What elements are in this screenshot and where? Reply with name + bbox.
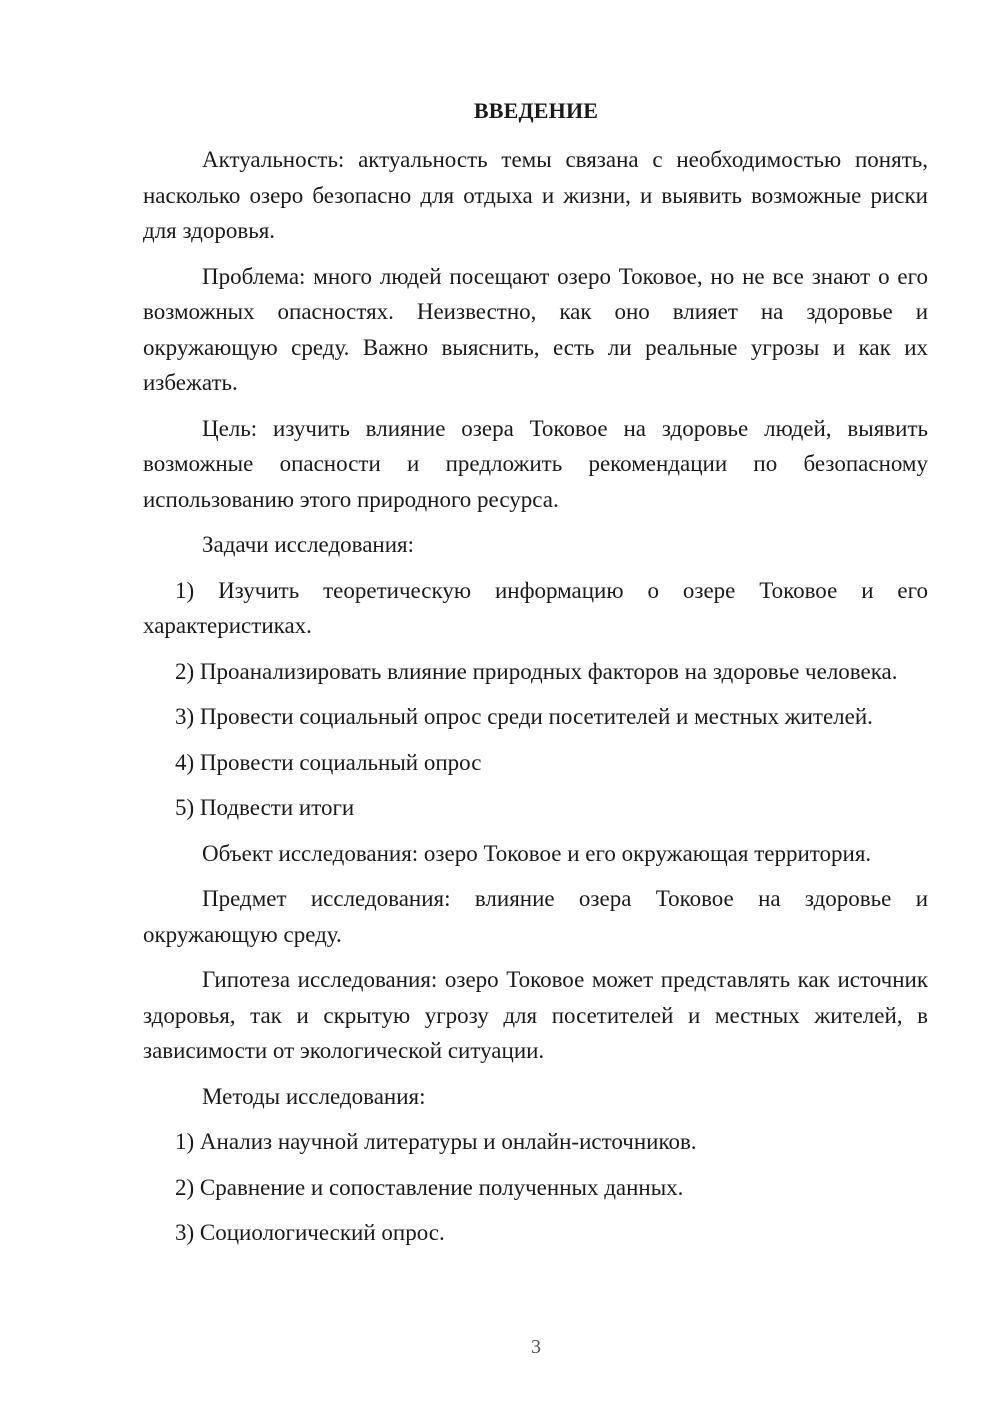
- paragraph-hypothesis: Гипотеза исследования: озеро Токовое может представлять как источник здоровья, так и скрытую угрозу для посетителей и местных жителей, в зависимости от экологической ситуации.: [143, 967, 928, 1063]
- page-heading: ВВЕДЕНИЕ: [473, 98, 599, 123]
- document-body: [143, 142, 928, 1261]
- paragraph-goal: Цель: изучить влияние озера Токовое на здоровье людей, выявить возможные опасности и предложить рекомендации по безопасному использованию этого природного ресурса.: [143, 415, 928, 512]
- task-item: 2) Проанализировать влияние природных факторов на здоровье человека.: [175, 658, 898, 684]
- method-item: 2) Сравнение и сопоставление полученных данных.: [175, 1174, 684, 1200]
- method-item: 3) Социологический опрос.: [175, 1220, 445, 1245]
- paragraph-subject: Предмет исследования: влияние озера Токовое на здоровье и окружающую среду.: [143, 886, 928, 947]
- task-item: 3) Провести социальный опрос среди посетителей и местных жителей.: [175, 704, 873, 729]
- tasks-title: Задачи исследования:: [202, 532, 415, 557]
- paragraph-problem: Проблема: много людей посещают озеро Токовое, но не все знают о его возможных опасностях. Неизвестно, как оно влияет на здоровье и окружающую среду. Важно выяснить, есть ли реальные угрозы и как их избежать.: [143, 263, 928, 395]
- page-number: 3: [531, 1336, 541, 1358]
- task-item: 5) Подвести итоги: [175, 795, 355, 820]
- methods-title: Методы исследования:: [202, 1083, 426, 1109]
- method-item: 1) Анализ научной литературы и онлайн-источников.: [175, 1129, 697, 1154]
- paragraph-object: Объект исследования: озеро Токовое и его окружающая территория.: [202, 840, 872, 866]
- paragraph-relevance: Актуальность: актуальность темы связана с необходимостью понять, насколько озеро безопасно для отдыха и жизни, и выявить возможные риски для здоровья.: [143, 147, 928, 243]
- task-item: 1) Изучить теоретическую информацию о озере Токовое и его характеристиках.: [143, 577, 928, 638]
- task-item: 4) Провести социальный опрос: [175, 749, 482, 775]
